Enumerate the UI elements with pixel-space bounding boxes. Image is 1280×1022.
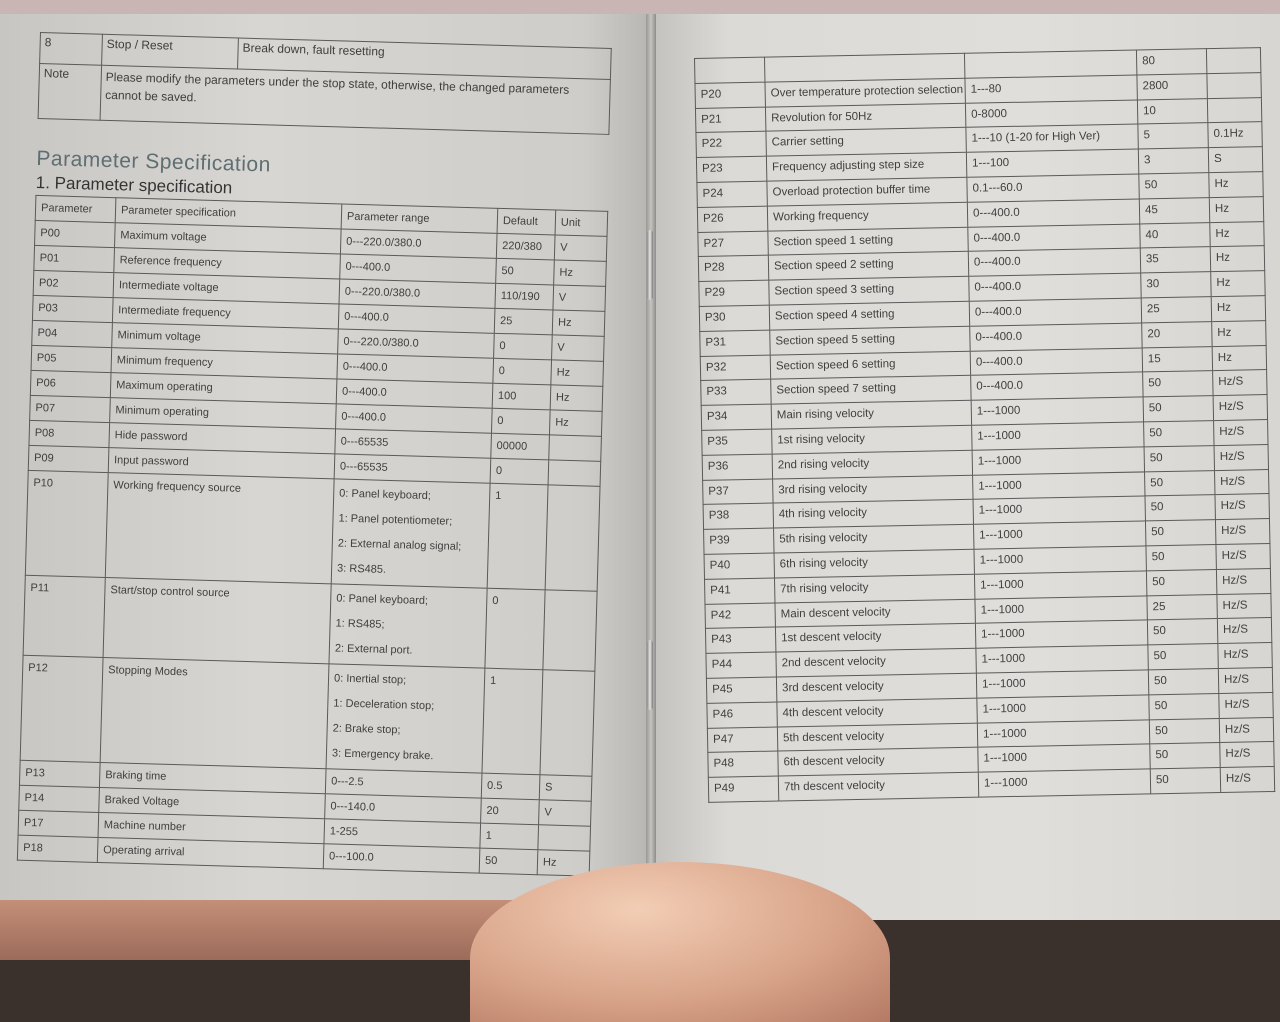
- cell-unit: Hz/S: [1216, 543, 1270, 569]
- cell-default: 50: [1148, 644, 1218, 670]
- cell-default: 50: [1143, 396, 1213, 422]
- cell-param: P08: [29, 420, 110, 447]
- cell-default: 50: [1146, 545, 1216, 571]
- cell-spec: Reference frequency: [114, 248, 341, 279]
- cell-range-options: [331, 479, 490, 588]
- cell-param: P14: [19, 785, 100, 812]
- cell-spec: [764, 53, 964, 82]
- cell-default: 0: [485, 588, 545, 670]
- cell-unit: Hz/S: [1213, 370, 1267, 396]
- note-label: Note: [38, 64, 102, 121]
- cell-param: P38: [703, 503, 773, 529]
- cell-spec: 1st descent velocity: [775, 624, 975, 653]
- cell-param: P40: [704, 553, 774, 579]
- cell-param: P26: [697, 206, 767, 232]
- stop-reset-table: [38, 32, 612, 135]
- cell-default: 1: [482, 668, 543, 775]
- cell-default: 50: [1148, 668, 1218, 694]
- left-rows: [28, 220, 607, 486]
- cell-range: 1---1000: [973, 471, 1145, 499]
- header-default: Default: [497, 208, 556, 235]
- cell-param: P11: [23, 575, 105, 657]
- cell-range: 1---100: [966, 149, 1138, 177]
- cell-range: 0---400.0: [970, 348, 1142, 376]
- cell-unit: Hz/S: [1220, 742, 1274, 768]
- cell-unit: S: [1208, 147, 1262, 173]
- option-line: 3: Emergency brake.: [331, 747, 434, 763]
- option-line: 0: Inertial stop;: [333, 672, 407, 687]
- cell-unit: [543, 590, 597, 671]
- cell-param: P07: [30, 395, 111, 422]
- header-parameter: Parameter: [35, 195, 116, 222]
- cell-param: P06: [30, 370, 111, 397]
- header-specification: Parameter specification: [115, 198, 342, 229]
- cell-param: P13: [19, 760, 100, 787]
- cell-param: P09: [28, 445, 109, 472]
- cell-unit: Hz/S: [1219, 717, 1273, 743]
- cell-unit: 0.1Hz: [1208, 122, 1262, 148]
- cell-range: 1---1000: [975, 620, 1147, 648]
- cell-default: 100: [492, 383, 551, 410]
- cell-unit: [1206, 48, 1260, 74]
- cell-spec: Section speed 2 setting: [768, 252, 968, 281]
- cell-default: 00000: [491, 433, 550, 460]
- cell-range: 1---1000: [974, 521, 1146, 549]
- cell-spec: Overload protection buffer time: [767, 177, 967, 206]
- cell-default: 50: [1149, 718, 1219, 744]
- cell-param: P29: [699, 280, 769, 306]
- cell-unit: Hz: [537, 850, 590, 876]
- cell-default: 3: [1138, 148, 1208, 174]
- option-line: 1: Panel potentiometer;: [338, 512, 453, 528]
- cell-spec: Section speed 7 setting: [771, 376, 971, 405]
- right-page: [654, 14, 1280, 920]
- cell-spec: Section speed 4 setting: [769, 301, 969, 330]
- cell-unit: Hz: [1211, 271, 1265, 297]
- cell-spec: Section speed 1 setting: [768, 227, 968, 256]
- cell-unit: V: [553, 285, 606, 311]
- cell-range: 1---1000: [976, 670, 1148, 698]
- cell-range: 0---400.0: [970, 323, 1142, 351]
- section-title: Parameter Specification: [36, 146, 272, 177]
- cell-default: 50: [1149, 693, 1219, 719]
- cell-spec: 5th rising velocity: [774, 524, 974, 553]
- cell-spec: 4th rising velocity: [773, 500, 973, 529]
- cell-unit: Hz/S: [1217, 593, 1271, 619]
- cell-spec: 3rd rising velocity: [773, 475, 973, 504]
- cell-unit: Hz: [1212, 345, 1266, 371]
- cell-range: 0---65535: [334, 454, 491, 483]
- cell-range: 0---220.0/380.0: [340, 229, 497, 258]
- cell-default: 25: [1141, 297, 1211, 323]
- cell-spec: 3rd descent velocity: [776, 673, 976, 702]
- cell-unit: Hz/S: [1219, 692, 1273, 718]
- book-spine: [646, 14, 656, 924]
- cell-range: 1---1000: [976, 645, 1148, 673]
- cell-default: 0: [491, 408, 550, 435]
- cell-default: 0.5: [481, 773, 540, 800]
- cell-param: [695, 57, 765, 83]
- left-multi-rows: [20, 470, 600, 776]
- cell-range: 0---400.0: [338, 304, 495, 333]
- cell-param: P34: [701, 404, 771, 430]
- cell-param: P02: [33, 270, 114, 297]
- staple-top: [647, 230, 653, 300]
- cell-unit: S: [539, 775, 592, 801]
- cell-param: P21: [695, 107, 765, 133]
- cell-param: P39: [704, 528, 774, 554]
- cell-param: P31: [700, 330, 770, 356]
- cell-spec: Minimum voltage: [112, 323, 339, 354]
- cell-default: 25: [1147, 594, 1217, 620]
- header-range: Parameter range: [341, 204, 498, 233]
- cell-spec: Hide password: [109, 423, 336, 454]
- option-line: 0: Panel keyboard;: [339, 487, 432, 503]
- cell-unit: Hz: [549, 410, 602, 436]
- cell-range: 0---400.0: [340, 254, 497, 283]
- cell-default: 0: [493, 358, 552, 385]
- cell-spec: 4th descent velocity: [777, 698, 977, 727]
- cell-default: 220/380: [496, 233, 555, 260]
- cell-default: 50: [1143, 371, 1213, 397]
- cell-default: 45: [1139, 197, 1209, 223]
- cell-param: P28: [698, 255, 768, 281]
- cell-default: 1: [480, 823, 539, 850]
- cell-default: 15: [1142, 346, 1212, 372]
- cell-default: 50: [479, 848, 538, 875]
- cell-spec: Braked Voltage: [99, 787, 326, 818]
- cell-spec: 5th descent velocity: [777, 723, 977, 752]
- cell-spec: Input password: [108, 448, 335, 479]
- cell-param: P44: [706, 652, 776, 678]
- cell-default: 50: [1147, 619, 1217, 645]
- cell-spec: Start/stop control source: [103, 578, 331, 664]
- cell-spec: 6th descent velocity: [778, 747, 978, 776]
- option-line: 1: Deceleration stop;: [333, 697, 435, 713]
- option-line: 2: External port.: [334, 642, 413, 657]
- cell-default: 40: [1140, 222, 1210, 248]
- cell-range-options: [326, 664, 485, 773]
- cell-param: P23: [696, 156, 766, 182]
- cell-range: 1---1000: [972, 422, 1144, 450]
- cell-range: 1---1000: [978, 769, 1150, 797]
- left-page-content: [17, 32, 612, 877]
- cell-unit: Hz/S: [1214, 444, 1268, 470]
- option-line: 0: Panel keyboard;: [336, 592, 429, 608]
- cell-unit: [1207, 97, 1261, 123]
- cell-unit: Hz: [1209, 196, 1263, 222]
- cell-spec: Main rising velocity: [771, 400, 971, 429]
- left-page: [0, 14, 648, 940]
- cell-range: 1---80: [965, 75, 1137, 103]
- cell-param: P03: [32, 295, 113, 322]
- cell-spec: Machine number: [98, 812, 325, 843]
- cell-range: 1---1000: [977, 719, 1149, 747]
- cell-unit: Hz/S: [1213, 395, 1267, 421]
- left-tail-rows: [17, 760, 592, 876]
- cell-range: 1---1000: [971, 397, 1143, 425]
- cell-range: 0---400.0: [968, 224, 1140, 252]
- cell-range: 0---400.0: [337, 354, 494, 383]
- cell-spec: 1st rising velocity: [772, 425, 972, 454]
- cell-desc: Break down, fault resetting: [238, 38, 612, 79]
- cell-param: P41: [705, 578, 775, 604]
- cell-unit: V: [554, 235, 607, 261]
- cell-unit: [538, 825, 591, 851]
- cell-range: 1---1000: [972, 447, 1144, 475]
- cell-param: P22: [696, 132, 766, 158]
- cell-param: P32: [700, 355, 770, 381]
- cell-default: 50: [1146, 569, 1216, 595]
- cell-default: 20: [481, 798, 540, 825]
- cell-range: 0---400.0: [968, 248, 1140, 276]
- cell-range: 0---400.0: [336, 379, 493, 408]
- cell-default: 25: [494, 308, 553, 335]
- cell-default: 10: [1137, 98, 1207, 124]
- subsection-title: 1. Parameter specification: [35, 172, 233, 198]
- cell-unit: Hz: [1212, 320, 1266, 346]
- cell-param: P33: [701, 379, 771, 405]
- cell-spec: Maximum operating: [110, 373, 337, 404]
- cell-spec: Frequency adjusting step size: [766, 152, 966, 181]
- option-line: 2: Brake stop;: [332, 722, 401, 737]
- cell-unit: Hz: [1211, 296, 1265, 322]
- cell-unit: [549, 435, 602, 461]
- cell-unit: Hz/S: [1215, 469, 1269, 495]
- cell-default: 50: [1139, 173, 1209, 199]
- cell-range: 0---2.5: [325, 769, 482, 798]
- cell-default: 50: [1150, 743, 1220, 769]
- cell-unit: Hz/S: [1214, 420, 1268, 446]
- cell-spec: Revolution for 50Hz: [765, 103, 965, 132]
- cell-unit: Hz: [1210, 246, 1264, 272]
- cell-range: 1-255: [324, 819, 481, 848]
- cell-default: 50: [1144, 445, 1214, 471]
- cell-unit: V: [552, 335, 605, 361]
- cell-param: P46: [707, 702, 777, 728]
- cell-default: 2800: [1137, 73, 1207, 99]
- cell-range-options: [329, 584, 487, 668]
- cell-range: 0---400.0: [336, 404, 493, 433]
- cell-range: 0---400.0: [969, 273, 1141, 301]
- cell-param: P17: [18, 810, 99, 837]
- cell-unit: Hz: [550, 385, 603, 411]
- right-page-content: [694, 47, 1274, 803]
- cell-param: P37: [703, 479, 773, 505]
- cell-spec: Operating arrival: [97, 837, 324, 868]
- cell-default: 5: [1138, 123, 1208, 149]
- cell-spec: Minimum frequency: [111, 348, 338, 379]
- cell-range: 0---100.0: [323, 844, 480, 873]
- cell-unit: Hz/S: [1215, 494, 1269, 520]
- cell-param: P49: [708, 776, 778, 802]
- parameter-table-right: [694, 47, 1275, 803]
- cell-default: 50: [1145, 470, 1215, 496]
- cell-param: P24: [697, 181, 767, 207]
- cell-range: [964, 50, 1136, 78]
- cell-spec: Main descent velocity: [775, 599, 975, 628]
- cell-range: 1---1000: [978, 744, 1150, 772]
- cell-param: P05: [31, 345, 112, 372]
- right-rows: [695, 48, 1275, 803]
- cell-range: 1---1000: [974, 546, 1146, 574]
- cell-spec: Section speed 6 setting: [770, 351, 970, 380]
- parameter-table-left: [17, 195, 608, 877]
- cell-spec: Working frequency source: [105, 473, 334, 584]
- cell-param: P30: [699, 305, 769, 331]
- cell-range: 0---140.0: [325, 794, 482, 823]
- cell-param: P00: [35, 220, 116, 247]
- cell-param: P48: [708, 751, 778, 777]
- cell-param: P12: [20, 655, 103, 762]
- cell-default: 30: [1141, 272, 1211, 298]
- cell-unit: Hz: [554, 260, 607, 286]
- cell-param: P42: [705, 603, 775, 629]
- cell-unit: Hz: [1209, 172, 1263, 198]
- cell-spec: Carrier setting: [766, 128, 966, 157]
- cell-range: 0---400.0: [971, 372, 1143, 400]
- cell-unit: Hz: [552, 310, 605, 336]
- cell-spec: Over temperature protection selection: [765, 78, 965, 107]
- cell-spec: Intermediate voltage: [113, 273, 340, 304]
- cell-param: P36: [702, 454, 772, 480]
- cell-unit: [545, 485, 600, 591]
- cell-unit: [548, 460, 601, 486]
- cell-spec: 7th descent velocity: [778, 772, 978, 801]
- cell-spec: Stopping Modes: [100, 658, 329, 769]
- option-line: 1: RS485;: [335, 617, 385, 631]
- cell-default: 110/190: [495, 283, 554, 310]
- cell-unit: Hz/S: [1216, 568, 1270, 594]
- cell-param: P01: [34, 245, 115, 272]
- cell-spec: Section speed 3 setting: [769, 276, 969, 305]
- note-text: Please modify the parameters under the stop state, otherwise, the changed parameters cannot be saved.: [100, 65, 610, 134]
- cell-no: 8: [40, 33, 103, 66]
- cell-default: 20: [1142, 321, 1212, 347]
- cell-spec: 2nd descent velocity: [776, 648, 976, 677]
- cell-range: 0---220.0/380.0: [338, 329, 495, 358]
- cell-unit: Hz/S: [1218, 667, 1272, 693]
- cell-default: 50: [1144, 421, 1214, 447]
- cell-unit: Hz/S: [1217, 618, 1271, 644]
- cell-range: 1---1000: [975, 595, 1147, 623]
- cell-param: P35: [702, 429, 772, 455]
- cell-range: 1---1000: [974, 571, 1146, 599]
- cell-range: 0---65535: [335, 429, 492, 458]
- cell-range: 1---1000: [977, 695, 1149, 723]
- cell-range: 0---400.0: [967, 199, 1139, 227]
- cell-default: 50: [1145, 520, 1215, 546]
- cell-default: 0: [490, 458, 549, 485]
- cell-spec: Minimum operating: [110, 398, 337, 429]
- cell-unit: Hz: [1210, 221, 1264, 247]
- cell-unit: Hz: [551, 360, 604, 386]
- cell-spec: 6th rising velocity: [774, 549, 974, 578]
- cell-range: 0---400.0: [969, 298, 1141, 326]
- cell-default: 0: [494, 333, 553, 360]
- cell-spec: Working frequency: [767, 202, 967, 231]
- cell-unit: [540, 670, 595, 776]
- cell-spec: 2nd rising velocity: [772, 450, 972, 479]
- cell-range: 0.1---60.0: [967, 174, 1139, 202]
- option-line: 3: RS485.: [336, 562, 387, 576]
- cell-unit: Hz/S: [1220, 767, 1274, 793]
- cell-unit: Hz/S: [1218, 643, 1272, 669]
- cell-range: 0---220.0/380.0: [339, 279, 496, 308]
- cell-param: P10: [25, 470, 108, 577]
- option-line: 2: External analog signal;: [337, 537, 462, 553]
- cell-unit: Hz/S: [1215, 519, 1269, 545]
- cell-default: 1: [487, 483, 548, 590]
- cell-name: Stop / Reset: [102, 34, 239, 69]
- cell-param: P45: [706, 677, 776, 703]
- cell-spec: Section speed 5 setting: [770, 326, 970, 355]
- table-row: [20, 655, 595, 776]
- cell-default: 50: [1145, 495, 1215, 521]
- staple-bottom: [647, 640, 653, 710]
- cell-default: 80: [1136, 49, 1206, 75]
- cell-range: 1---10 (1-20 for High Ver): [966, 124, 1138, 152]
- cell-default: 50: [496, 258, 555, 285]
- header-unit: Unit: [555, 210, 608, 236]
- cell-range: 0-8000: [965, 100, 1137, 128]
- cell-spec: 7th rising velocity: [774, 574, 974, 603]
- cell-unit: V: [539, 800, 592, 826]
- cell-param: P47: [707, 727, 777, 753]
- cell-param: P43: [705, 627, 775, 653]
- cell-param: P18: [17, 835, 98, 862]
- cell-unit: [1207, 72, 1261, 98]
- cell-param: P27: [698, 231, 768, 257]
- cell-param: P20: [695, 82, 765, 108]
- cell-default: 35: [1140, 247, 1210, 273]
- cell-range: 1---1000: [973, 496, 1145, 524]
- cell-spec: Maximum voltage: [115, 223, 342, 254]
- cell-default: 50: [1150, 768, 1220, 794]
- cell-param: P04: [32, 320, 113, 347]
- table-row: [25, 470, 600, 591]
- cell-spec: Braking time: [99, 762, 326, 793]
- cell-spec: Intermediate frequency: [112, 298, 339, 329]
